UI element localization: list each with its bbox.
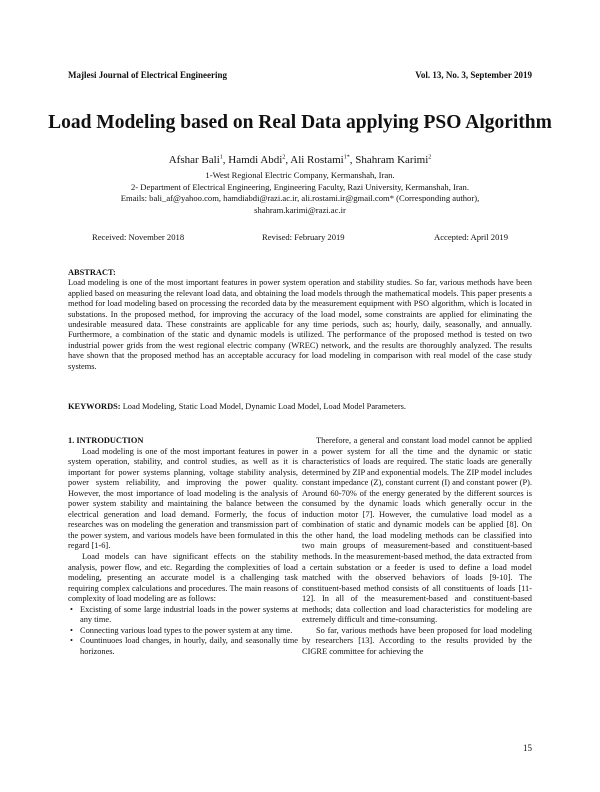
author-list: Afshar Bali$^1$, Hamdi Abdi$^2$, Ali Rostami$^{1*}$, Shahram Karimi$^2$ xyxy=(168,154,432,166)
accepted-date: Accepted: April 2019 xyxy=(434,232,508,242)
author-affiliation-mark: 1 xyxy=(219,154,223,161)
affiliation-line: 1-West Regional Electric Company, Kermanshah, Iran. xyxy=(205,170,395,180)
paragraph: Load modeling is one of the most important features in power system operation, stability, and control studies, as well as it is important for power systems planning, voltage stability analysis, power system reliability, and improving the power quality. However, the most importance of load modeling is the analysis of power system stability and maintaining the balance between the electrical generation and load demand. Formerly, the focus of researches was on modeling the generation and transmission part of the power system, and various models have been formulated in this regard [1-6]. xyxy=(68,446,298,551)
email-line: shahram.karimi@razi.ac.ir xyxy=(254,204,346,215)
section-heading: 1. INTRODUCTION xyxy=(68,436,144,445)
running-header xyxy=(68,70,532,84)
paragraph: So far, various methods have been proposed for load modeling by researchers [13]. According to the results provided by the CIGRE committee for achieving the xyxy=(302,625,532,656)
keywords-label: KEYWORDS: xyxy=(68,402,121,411)
submission-dates xyxy=(92,232,508,244)
affiliations xyxy=(40,170,560,216)
author-affiliation-mark: 2 xyxy=(282,154,286,161)
author-affiliation-mark: 2 xyxy=(428,154,432,161)
page-number: 15 xyxy=(523,743,532,753)
journal-name: Majlesi Journal of Electrical Engineering xyxy=(68,70,227,80)
bullet-list xyxy=(68,605,298,658)
author-affiliation-mark: 1* xyxy=(343,154,350,161)
list-item: • Connecting various load types to the power system at any time. xyxy=(80,626,298,637)
keywords-text: Load Modeling, Static Load Model, Dynamic Load Model, Load Model Parameters. xyxy=(120,402,406,411)
keywords xyxy=(68,402,532,412)
list-item: • Excisting of some large industrial loads in the power systems at any time. xyxy=(80,605,298,626)
affiliation-line: 2- Department of Electrical Engineering, Engineering Faculty, Razi University, Kermanshah, Iran. xyxy=(131,181,469,192)
paragraph: Therefore, a general and constant load model cannot be applied in a power system for all the time and the dynamic or static characteristics of loads are required. The static loads are generally determined by ZIP and exponential models. The ZIP model includes constant impedance (Z), constant current (I) and constant power (P). Around 60-70% of the energy generated by the different sources is consumed by the dynamic loads which generally occur in the induction motor [7]. However, the cumulative load model as a combination of static and dynamic models can be applied [8]. On the other hand, the load modeling methods can be classified into two main groups of measurement-based and constituent-based methods. In the measurement-based method, the data extracted from a certain substation or a feeder is used to define a load model matched with the observed behaviors of loads [9-10]. The constituent-based method consists of all constituents of loads [11-12]. In all of the measurement-based and constituent-based methods; data collection and load characteristics for modeling are extremely difficult and time-consuming. xyxy=(302,436,532,625)
author-name: Afshar Bali xyxy=(168,154,220,166)
list-item: • Countinuoes load changes, in hourly, daily, and seasonally time horizones. xyxy=(80,636,298,657)
received-date: Received: November 2018 xyxy=(92,232,185,242)
paper-title: Load Modeling based on Real Data applying PSO Algorithm xyxy=(48,112,552,133)
abstract xyxy=(68,268,532,372)
author-name: Shahram Karimi xyxy=(355,154,429,166)
right-column xyxy=(302,436,532,657)
revised-date: Revised: February 2019 xyxy=(262,232,345,242)
abstract-text: Load modeling is one of the most important features in power system operation and stability studies. So far, various methods have been applied based on measuring the relevant load data, and obtaining the load models through the mathematical models. This paper presents a method for load modeling based on processing the recorded data by the measurement equipment with PSO algorithm, which is located in substations. In the proposed method, for improving the accuracy of the load model, some constraints are applied for eliminating the undesirable measured data. These constraints are applicable for any time periods, such as; hourly, daily, seasonally, and annually. Furthermore, a combination of the static and dynamic models is utilized. The performance of the proposed method is tested on two industrial power grids from the west regional electric company (WREC) network, and the results are thoroughly analyzed. The results have shown that the proposed method has an acceptable accuracy for load modeling in comparison with real model of the case study systems. xyxy=(68,278,532,371)
volume-info: Vol. 13, No. 3, September 2019 xyxy=(415,70,532,80)
abstract-heading: ABSTRACT: xyxy=(68,268,116,277)
author-name: Hamdi Abdi xyxy=(228,154,283,166)
left-column xyxy=(68,436,298,657)
author-name: Ali Rostami xyxy=(290,154,344,166)
paragraph: Load models can have significant effects on the stability analysis, power flow, and etc. Regarding the complexities of load modeling, presenting an accurate model is a challenging task requiring complex calculations and procedures. The main reasons of complexity of load modeling are as follows: xyxy=(68,552,298,604)
email-line: Emails: bali_af@yahoo.com, hamdiabdi@razi.ac.ir, ali.rostami.ir@gmail.com* (Corresponding author), xyxy=(120,193,480,204)
